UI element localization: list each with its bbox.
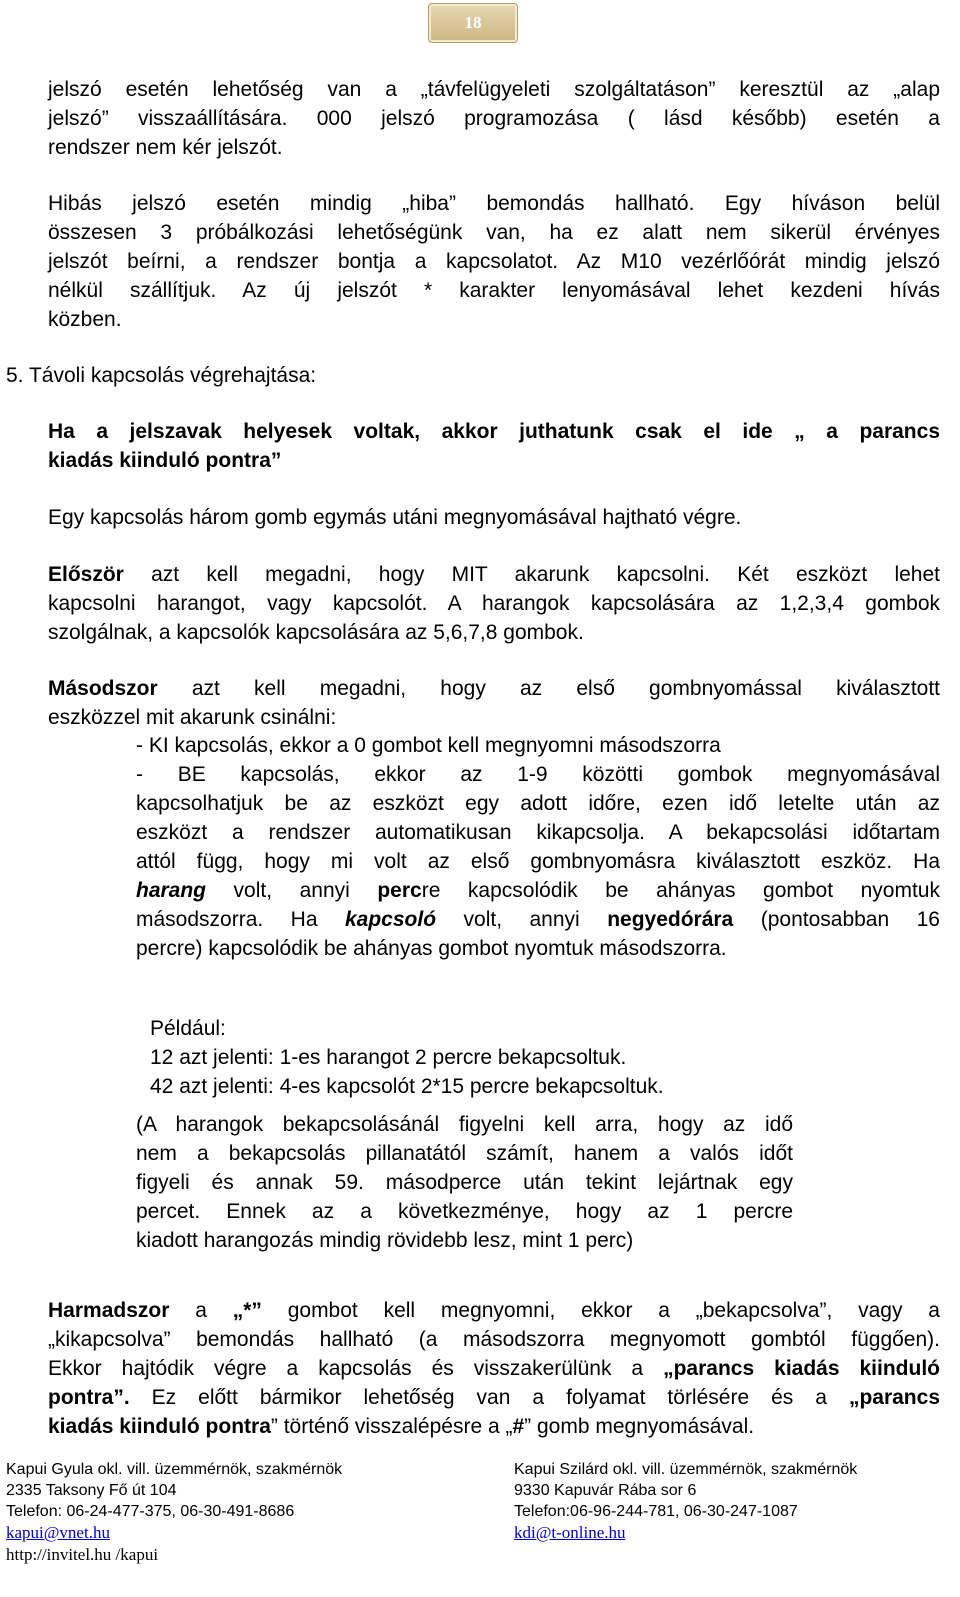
text-line: Egy kapcsolás három gomb egymás utáni megnyomásával hajtható végre. — [48, 506, 742, 529]
example-label: Például: — [150, 1017, 226, 1040]
section-heading — [6, 361, 316, 390]
text-line: Hibás jelszó esetén mindig „hiba” bemondás hallható. Egy híváson belül — [48, 192, 940, 215]
text-span: ” történő visszalépésre a „ — [270, 1415, 513, 1438]
text-line — [48, 1296, 940, 1325]
contact-phone: Telefon: 06-24-477-375, 06-30-491-8686 — [6, 1503, 295, 1520]
text-line: nem a bekapcsolás pillanatától számít, hanem a valós időt — [136, 1142, 793, 1165]
text-line: „kikapcsolva” bemondás hallható (a másodszorra megnyomott gombtól függően). — [48, 1328, 940, 1351]
paragraph-three-buttons — [48, 503, 741, 532]
paragraph-wrong-password — [48, 189, 940, 334]
contact-phone: Telefon:06-96-244-781, 06-30-247-1087 — [514, 1503, 798, 1520]
example-line: 42 azt jelenti: 4-es kapcsolót 2*15 percre bekapcsoltuk. — [150, 1075, 664, 1098]
paragraph-password-reset — [48, 75, 940, 162]
text-span: (pontosabban 16 — [733, 908, 940, 931]
text-span: azt kell megadni, hogy az első gombnyomással kiválasztott — [157, 677, 940, 700]
text-line — [136, 905, 940, 934]
text-line: Ha a jelszavak helyesek voltak, akkor juthatunk csak el ide „ a parancs — [48, 420, 940, 443]
text-line: percet. Ennek az a következménye, hogy az 1 percre — [136, 1200, 793, 1223]
note-block — [136, 1110, 793, 1255]
text-line: jelszó esetén lehetőség van a „távfelügyeleti szolgáltatáson” keresztül az „alap — [48, 78, 940, 101]
example-block — [150, 1014, 664, 1101]
paragraph-third-step — [48, 1296, 940, 1441]
bold-lead: Harmadszor — [48, 1299, 170, 1322]
text-span: volt, annyi — [206, 879, 378, 902]
text-line: kiadás kiinduló pontra” — [48, 449, 282, 472]
emphasis: „parancs kiadás kiinduló — [663, 1357, 940, 1380]
text-span: Ez előtt bármikor lehetőség van a folyamat törlésére és a — [129, 1386, 849, 1409]
text-line — [48, 1354, 940, 1383]
page-number-badge: 18 — [428, 3, 518, 43]
website-link[interactable]: http://invitel.hu /kapui — [6, 1545, 159, 1564]
email-link[interactable]: kapui@vnet.hu — [6, 1523, 110, 1542]
text-span: re kapcsolódik be ahányas gombot nyomtuk — [421, 879, 940, 902]
emphasis: „*” — [232, 1299, 262, 1322]
section-heading-text: 5. Távoli kapcsolás végrehajtása: — [6, 364, 317, 387]
contact-address: 2335 Taksony Fő út 104 — [6, 1482, 177, 1499]
emphasis: „parancs — [848, 1386, 940, 1409]
emphasis: harang — [136, 879, 207, 902]
text-line — [48, 674, 940, 703]
text-line — [136, 876, 940, 905]
text-line: percre) kapcsolódik be ahányas gombot nyomtuk másodszorra. — [136, 937, 727, 960]
emphasis: perc — [377, 879, 422, 902]
text-line: jelszó” visszaállítására. 000 jelszó programozása ( lásd később) esetén a — [48, 107, 940, 130]
text-line: figyeli és annak 59. másodperce után tekint lejártnak egy — [136, 1171, 793, 1194]
text-line: eszközt a rendszer automatikusan kikapcsolja. A bekapcsolási időtartam — [136, 821, 940, 844]
contact-name: Kapui Gyula okl. vill. üzemmérnök, szakmérnök — [6, 1461, 343, 1478]
text-line: kiadott harangozás mindig rövidebb lesz, mint 1 perc) — [136, 1229, 634, 1252]
emphasis: pontra”. — [48, 1386, 130, 1409]
text-span: gombot kell megnyomni, ekkor a „bekapcsolva”, vagy a — [261, 1299, 940, 1322]
text-line: rendszer nem kér jelszót. — [48, 136, 283, 159]
text-line: (A harangok bekapcsolásánál figyelni kell arra, hogy az idő — [136, 1113, 793, 1136]
bold-lead: Másodszor — [48, 677, 158, 700]
emphasis: kapcsoló — [345, 908, 437, 931]
text-span: ” gomb megnyomásával. — [524, 1415, 755, 1438]
paragraph-bold-intro — [48, 417, 940, 475]
text-span: volt, annyi — [436, 908, 608, 931]
text-span: másodszorra. Ha — [136, 908, 345, 931]
paragraph-first-step — [48, 560, 940, 647]
text-line: attól függ, hogy mi volt az első gombnyomásra kiválasztott eszköz. Ha — [136, 850, 940, 873]
emphasis: # — [512, 1415, 525, 1438]
bold-lead: Először — [48, 563, 124, 586]
text-line: szolgálnak, a kapcsolók kapcsolására az 5,6,7,8 gombok. — [48, 621, 584, 644]
text-line: összesen 3 próbálkozási lehetőségünk van, ha ez alatt nem sikerül érvényes — [48, 221, 940, 244]
email-link[interactable]: kdi@t-online.hu — [514, 1523, 626, 1542]
text-span: azt kell megadni, hogy MIT akarunk kapcsolni. Két eszközt lehet — [123, 563, 940, 586]
text-line: kapcsolhatjuk be az eszközt egy adott időre, ezen idő letelte után az — [136, 792, 940, 815]
text-span: a — [169, 1299, 233, 1322]
text-line — [48, 1383, 940, 1412]
list-item: - BE kapcsolás, ekkor az 1-9 közötti gombok megnyomásával — [136, 763, 940, 786]
text-line: kapcsolni harangot, vagy kapcsolót. A harangok kapcsolására az 1,2,3,4 gombok — [48, 592, 940, 615]
contact-address: 9330 Kapuvár Rába sor 6 — [514, 1482, 697, 1499]
text-line — [48, 560, 940, 589]
contact-name: Kapui Szilárd okl. vill. üzemmérnök, szakmérnök — [514, 1461, 858, 1478]
emphasis: kiadás kiinduló pontra — [48, 1415, 271, 1438]
list-item: - KI kapcsolás, ekkor a 0 gombot kell megnyomni másodszorra — [136, 734, 721, 757]
footer-contact-left — [6, 1459, 342, 1566]
text-line: jelszót beírni, a rendszer bontja a kapcsolatot. Az M10 vezérlőórát mindig jelszó — [48, 250, 940, 273]
emphasis: negyedórára — [607, 908, 734, 931]
text-line: nélkül szállítjuk. Az új jelszót * karakter lenyomásával lehet kezdeni hívás — [48, 279, 940, 302]
text-line — [48, 1412, 940, 1441]
text-line: eszközzel mit akarunk csinálni: — [48, 706, 337, 729]
indented-list — [136, 731, 940, 963]
text-span: Ekkor hajtódik végre a kapcsolás és visszakerülünk a — [48, 1357, 664, 1380]
example-line: 12 azt jelenti: 1-es harangot 2 percre bekapcsoltuk. — [150, 1046, 627, 1069]
footer-contact-right — [514, 1459, 857, 1544]
text-line: közben. — [48, 308, 122, 331]
paragraph-second-step — [48, 674, 940, 732]
